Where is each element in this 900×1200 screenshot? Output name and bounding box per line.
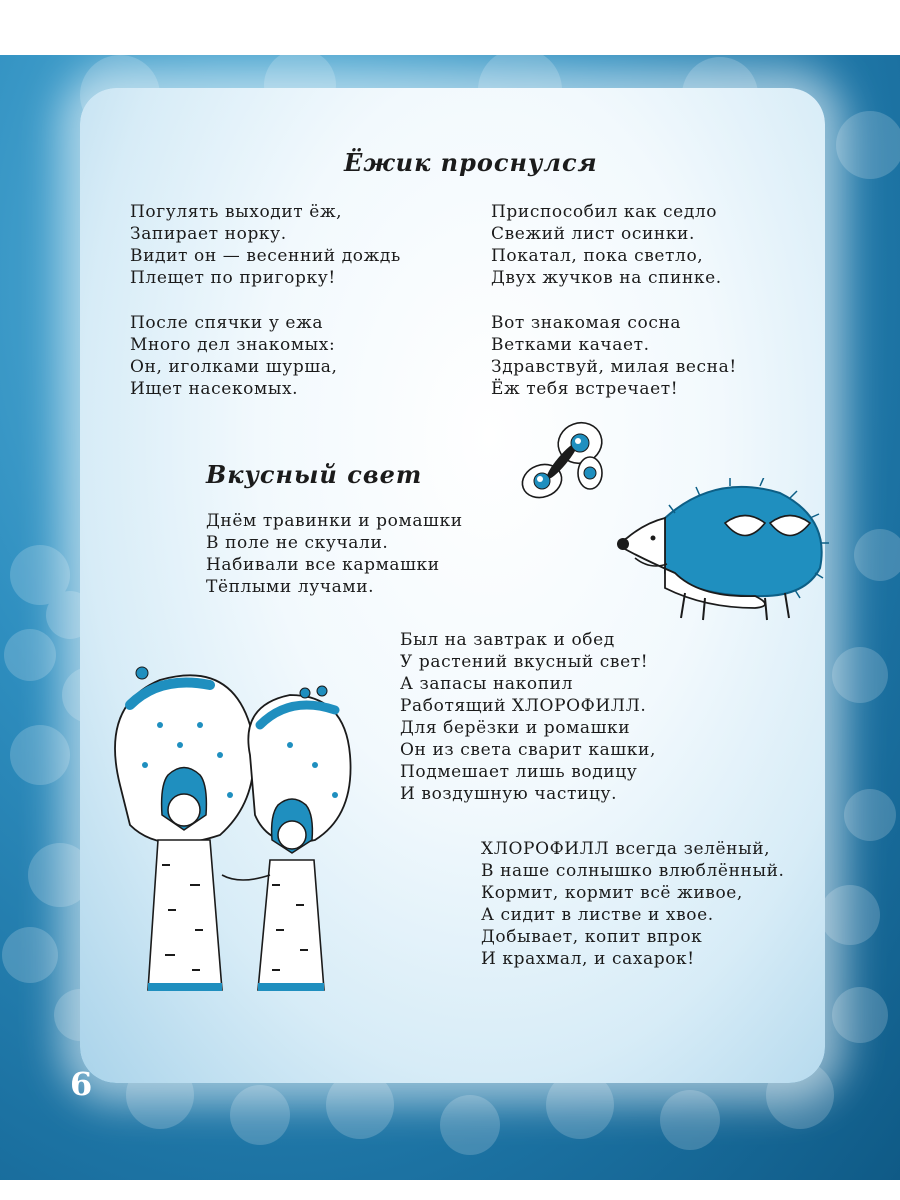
poem1-stanza-2: После спячки у ежа Много дел знакомых: Он, иголками шурша, Ищет насекомых. [130, 313, 338, 399]
poem2-stanza-2: Был на завтрак и обед У растений вкусный свет! А запасы накопил Работящий ХЛОРОФИЛЛ. Для берёзки и ромашки Он из света сварит кашки, Подмешает лишь водицу И воздушную частицу. [400, 630, 656, 804]
poem2-stanza-3: ХЛОРОФИЛЛ всегда зелёный, В наше солнышко влюблённый. Кормит, кормит всё живое, А сидит в листве и хвое. Добывает, копит впрок И крахмал, и сахарок! [481, 839, 785, 969]
poem2-title: Вкусный свет [206, 460, 423, 489]
poem1-stanza-1: Погулять выходит ёж, Запирает норку. Видит он — весенний дождь Плещет по пригорку! [130, 202, 401, 288]
poem1-stanza-3: Приспособил как седло Свежий лист осинки. Покатал, пока светло, Двух жучков на спинке. [491, 202, 722, 288]
page-number: 6 [70, 1065, 93, 1103]
girls-with-trees-illustration [100, 665, 360, 1005]
poem1-stanza-4: Вот знакомая сосна Ветками качает. Здравствуй, милая весна! Ёж тебя встречает! [491, 313, 737, 399]
hedgehog-icon [605, 478, 835, 628]
poem1-title: Ёжик проснулся [344, 148, 598, 177]
butterfly-icon [512, 415, 612, 515]
poem2-stanza-1: Днём травинки и ромашки В поле не скучали. Набивали все кармашки Тёплыми лучами. [206, 511, 463, 597]
